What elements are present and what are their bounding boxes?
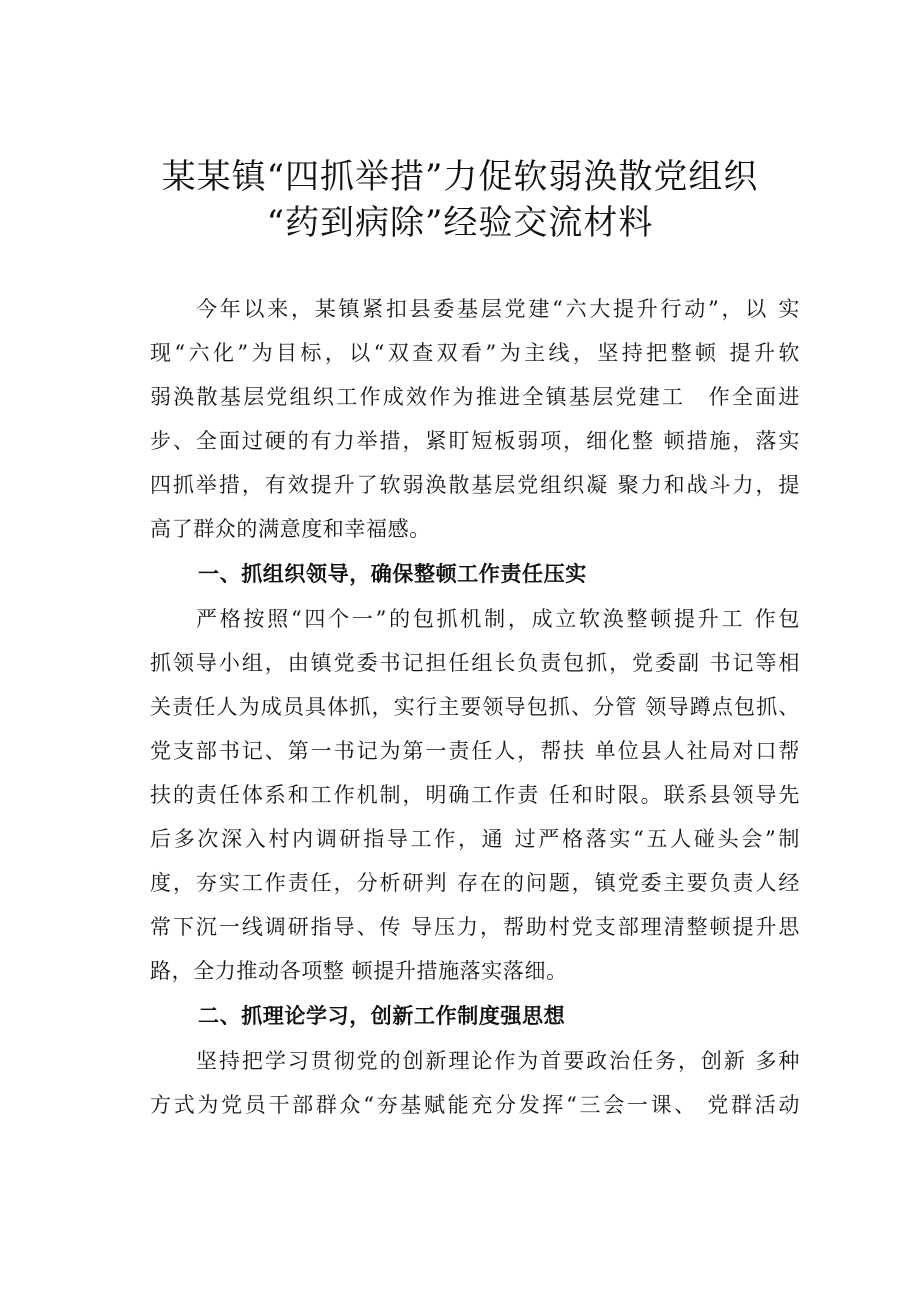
paragraph-line: 党支部书记、第一书记为第一责任人，帮扶 单位县人社局对口帮 — [150, 739, 800, 763]
paragraph-line: 弱涣散基层党组织工作成效作为推进全镇基层党建工 作全面进 — [150, 385, 800, 409]
paragraph-line: 现“六化”为目标，以“双查双看”为主线，坚持把整顿 提升软 — [150, 341, 800, 365]
paragraph-line: 关责任人为成员具体抓，实行主要领导包抓、分管 领导蹲点包抓、 — [150, 695, 800, 719]
section-heading-2: 二、抓理论学习，创新工作制度强思想 — [198, 1004, 566, 1028]
paragraph-line: 抓领导小组，由镇党委书记担任组长负责包抓，党委副 书记等相 — [150, 651, 800, 675]
document-title-line-1: 某某镇“四抓举措”力促软弱涣散党组织 — [161, 157, 759, 197]
paragraph-line: 严格按照“四个一”的包抓机制，成立软涣整顿提升工 作包 — [196, 607, 800, 631]
section-heading-1: 一、抓组织领导，确保整顿工作责任压实 — [198, 562, 587, 586]
paragraph-line: 常下沉一线调研指导、传 导压力，帮助村党支部理清整顿提升思 — [150, 915, 800, 939]
paragraph-line: 路，全力推动各项整 顿提升措施落实落细。 — [150, 959, 568, 983]
paragraph-line: 坚持把学习贯彻党的创新理论作为首要政治任务，创新 多种 — [196, 1049, 800, 1073]
paragraph-line: 高了群众的满意度和幸福感。 — [150, 517, 431, 541]
paragraph-line: 四抓举措，有效提升了软弱涣散基层党组织凝 聚力和战斗力，提 — [150, 473, 800, 497]
paragraph-line: 今年以来，某镇紧扣县委基层党建“六大提升行动”，以 实 — [196, 297, 800, 321]
paragraph-line: 扶的责任体系和工作机制，明确工作责 任和时限。联系县领导先 — [150, 783, 800, 807]
paragraph-line: 度，夯实工作责任，分析研判 存在的问题，镇党委主要负责人经 — [150, 871, 800, 895]
document-title-line-2: “药到病除”经验交流材料 — [266, 203, 654, 243]
paragraph-line: 步、全面过硬的有力举措，紧盯短板弱项，细化整 顿措施，落实 — [150, 429, 800, 453]
paragraph-line: 后多次深入村内调研指导工作，通 过严格落实“五人碰头会”制 — [150, 827, 800, 851]
paragraph-line: 方式为党员干部群众“夯基赋能充分发挥“三会一课、 党群活动 — [150, 1093, 800, 1117]
